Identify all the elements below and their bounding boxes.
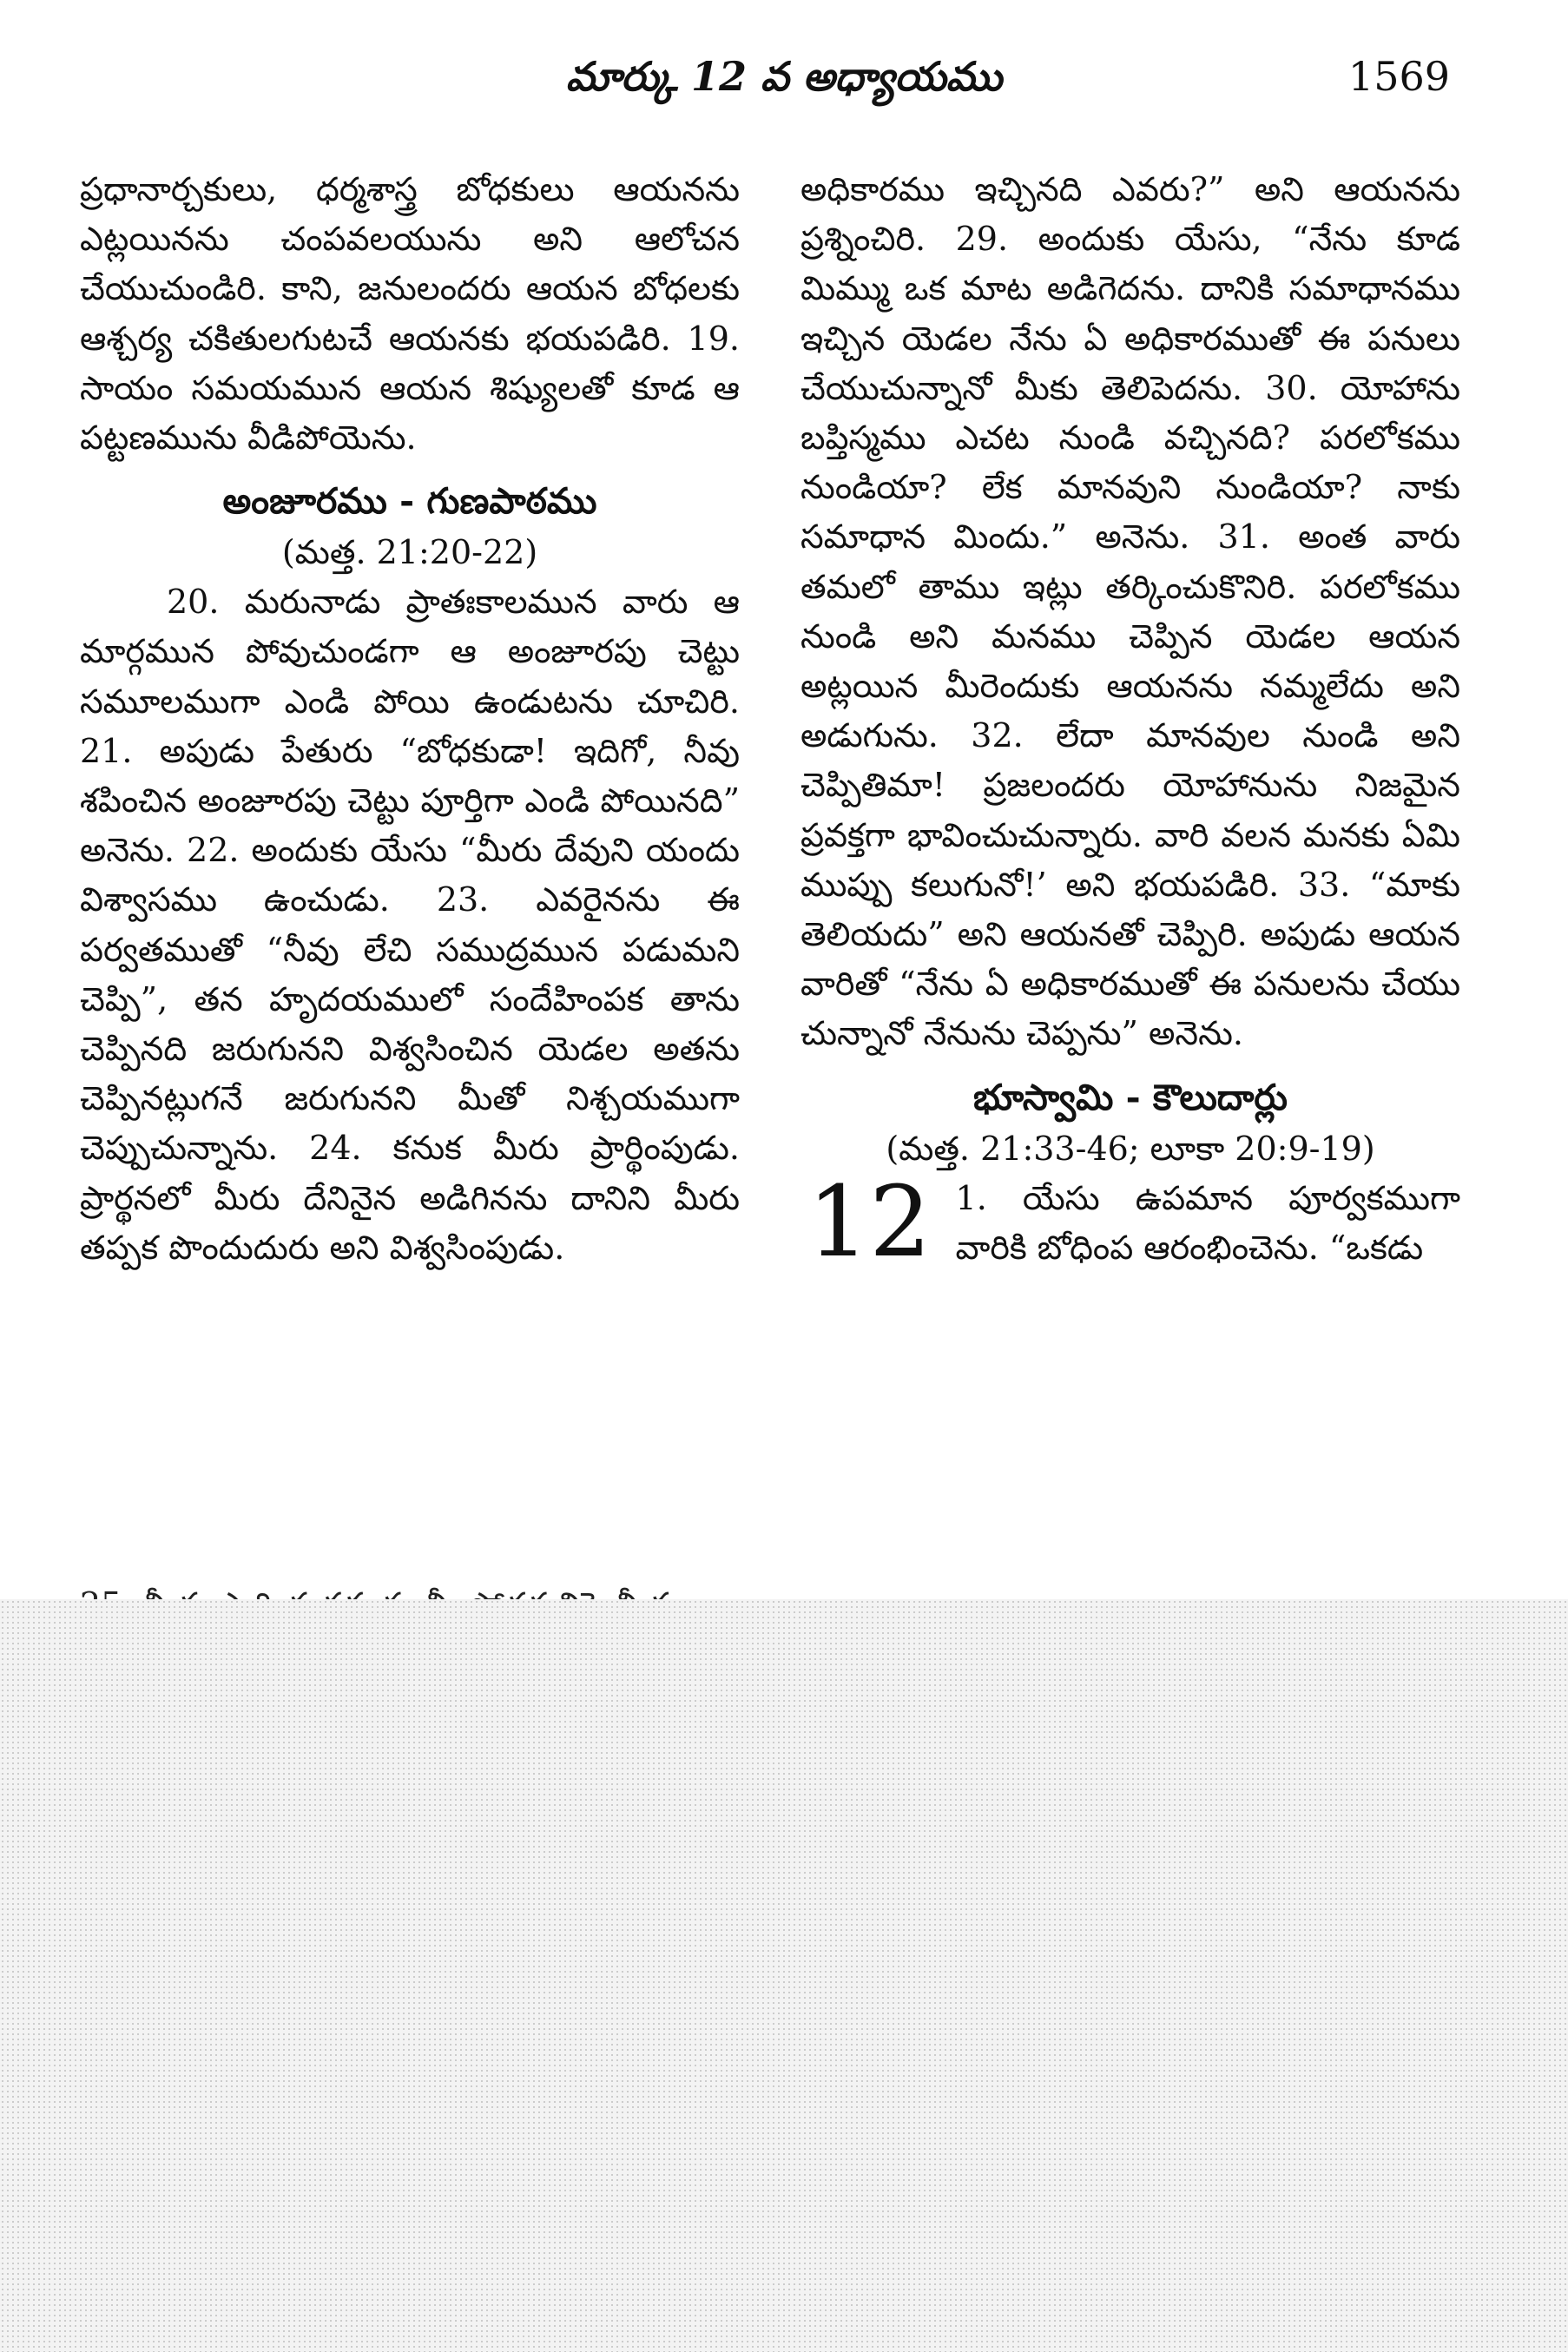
scan-background-texture [0, 1599, 1568, 2352]
truncated-line [80, 1580, 740, 1599]
paragraph-verse-18-19: ప్రధానార్చకులు, ధర్మశాస్త్ర బోధకులు ఆయనను ఎట్లయినను చంపవలయును అని ఆలోచన చేయుచుండిరి. కాని, జనులందరు ఆయన బోధలకు ఆశ్చర్య చకితులగుటచే ఆయనకు భయపడిరి. 19. సాయం సమయమున ఆయన శిష్యులతో కూడ ఆ పట్టణమును వీడిపోయెను. [80, 170, 740, 458]
chapter-start-paragraph [800, 1165, 1460, 1279]
page-number: 1569 [1347, 53, 1450, 100]
chapter-12-verse-1-text: 1. యేసు ఉపమాన పూర్వకముగా వారికి బోధింప ఆరంభించెను. “ఒకడు [955, 1178, 1460, 1267]
section-cross-reference: (మత్త. 21:20-22) [281, 533, 538, 572]
right-column [800, 165, 1460, 1279]
page-header [0, 42, 1568, 111]
section-heading-landowner-tenants: భూస్వామి - కౌలుదార్లు [973, 1076, 1288, 1118]
paragraph-verse-20-24: 20. మరునాడు ప్రాతఃకాలమున వారు ఆ మార్గమున పోవుచుండగా ఆ అంజూరపు చెట్టు సమూలముగా ఎండి పోయి ఉండుటను చూచిరి. 21. అపుడు పేతురు “బోధకుడా! ఇదిగో, నీవు శపించిన అంజూరపు చెట్టు పూర్తిగా ఎండి పోయినది” అనెను. 22. అందుకు యేసు “మీరు దేవుని యందు విశ్వాసము ఉంచుడు. 23. ఎవరైనను ఈ పర్వతముతో “నీవు లేచి సముద్రమున పడుమని చెప్పి”, తన హృదయములో సందేహింపక తాను చెప్పినది జరుగునని విశ్వసించిన యెడల అతను చెప్పినట్లుగనే జరుగునని మీతో నిశ్చయముగా చెప్పుచున్నాను. 24. కనుక మీరు ప్రార్థింపుడు. ప్రార్థనలో మీరు దేనినైన అడిగినను దానిని మీరు తప్పక పొందుదురు అని విశ్వసింపుడు. [80, 583, 740, 1267]
left-column [80, 165, 740, 1273]
chapter-number-dropcap: 12 [807, 1165, 932, 1279]
section-heading-fig-tree: అంజూరము - గుణపాఠము [222, 480, 597, 523]
paragraph-verse-28-33: అధికారము ఇచ్చినది ఎవరు?” అని ఆయనను ప్రశ్నించిరి. 29. అందుకు యేసు, “నేను కూడ మిమ్ము ఒక మాట అడిగెదను. దానికి సమాధానము ఇచ్చిన యెడల నేను ఏ అధికారముతో ఈ పనులు చేయుచున్నానో మీకు తెలిపెదను. 30. యోహాను బప్తిస్మము ఎచట నుండి వచ్చినది? పరలోకము నుండియా? లేక మానవుని నుండియా? నాకు సమాధాన మిందు.” అనెను. 31. అంత వారు తమలో తాము ఇట్లు తర్కించుకొనిరి. పరలోకము నుండి అని మనము చెప్పిన యెడల ఆయన అట్లయిన మీరెందుకు ఆయనను నమ్మలేదు అని అడుగును. 32. లేదా మానవుల నుండి అని చెప్పితిమా! ప్రజలందరు యోహానును నిజమైన ప్రవక్తగా భావించుచున్నారు. వారి వలన మనకు ఏమి ముప్పు కలుగునో!’ అని భయపడిరి. 33. “మాకు తెలియదు” అని ఆయనతో చెప్పిరి. అపుడు ఆయన వారితో “నేను ఏ అధికారముతో ఈ పనులను చేయు చున్నానో నేనును చెప్పను” అనెను. [800, 170, 1460, 1053]
running-title: మార్కు 12 వ అధ్యాయము [565, 53, 1003, 100]
section-cross-reference-2: (మత్త. 21:33-46; లూకా 20:9-19) [886, 1129, 1375, 1168]
